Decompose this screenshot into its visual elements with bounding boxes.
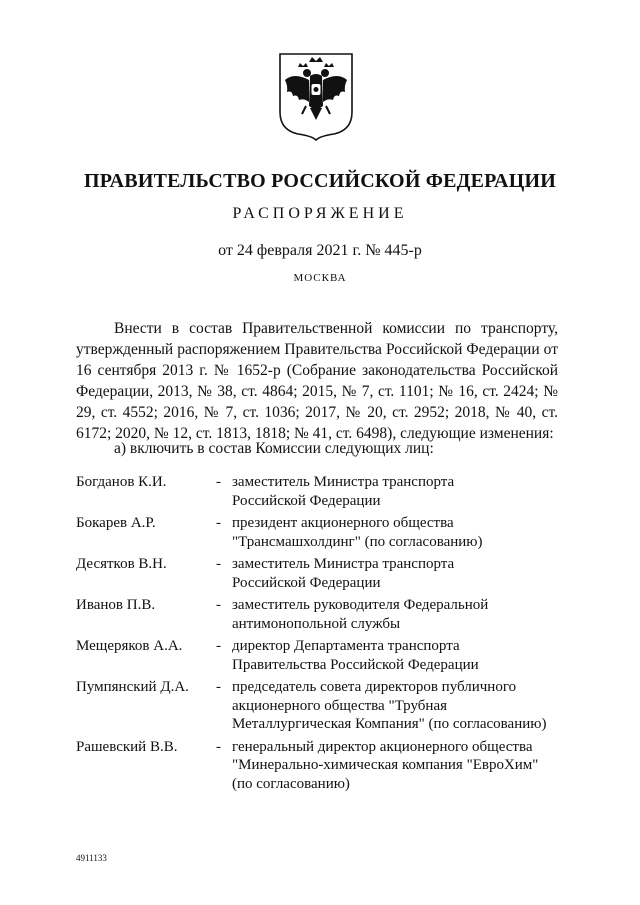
- member-dash: -: [216, 556, 221, 572]
- member-role: заместитель Министра транспорта Российской Федерации: [232, 556, 455, 591]
- intro-paragraph: Внести в состав Правительственной комиссии по транспорту, утвержденный распоряжением Правительства Российской Федерации от 16 сентября 2013 г. № 1652-р (Собрание законодательства Российской Федерации, 2013, № 38, ст. 4864; 2015, № 7, ст. 1101; № 16, ст. 2424; № 29, ст. 4552; 2016, № 7, ст. 1036; 2017, № 20, ст. 2952; 2018, № 40, ст. 6172; 2020, № 12, ст. 1813, 1818; № 41, ст. 6498), следующие изменения:: [76, 320, 558, 442]
- member-row: [76, 555, 576, 592]
- member-role: председатель совета директоров публичного акционерного общества "Трубная Металлургическая Компания" (по согласованию): [232, 679, 547, 732]
- government-title: ПРАВИТЕЛЬСТВО РОССИЙСКОЙ ФЕДЕРАЦИИ: [84, 170, 556, 192]
- member-row: [76, 678, 576, 734]
- coat-of-arms-icon: [276, 50, 356, 142]
- member-row: [76, 514, 576, 551]
- document-city: МОСКВА: [293, 272, 347, 284]
- member-role: заместитель Министра транспорта Российской Федерации: [232, 474, 455, 509]
- member-dash: -: [216, 597, 221, 613]
- member-dash: -: [216, 679, 221, 695]
- member-role: президент акционерного общества "Трансмашхолдинг" (по согласованию): [232, 515, 483, 550]
- document-type: РАСПОРЯЖЕНИЕ: [232, 205, 408, 222]
- member-name: Пумпянский Д.А.: [76, 679, 189, 695]
- member-name: Иванов П.В.: [76, 597, 156, 613]
- member-name: Богданов К.И.: [76, 474, 167, 490]
- members-list: [76, 473, 576, 793]
- member-name: Рашевский В.В.: [76, 738, 178, 755]
- member-name: Десятков В.Н.: [76, 556, 167, 572]
- member-row: [76, 596, 576, 633]
- member-role: заместитель руководителя Федеральной антимонопольной службы: [232, 597, 489, 632]
- member-row: [76, 637, 576, 674]
- subitem-a: а) включить в состав Комиссии следующих лиц:: [114, 440, 434, 457]
- member-name: Мещеряков А.А.: [76, 638, 183, 654]
- member-dash: -: [216, 474, 221, 490]
- member-role: директор Департамента транспорта Правительства Российской Федерации: [232, 638, 479, 673]
- member-dash: -: [216, 738, 221, 755]
- member-dash: -: [216, 638, 221, 654]
- document-number: 4911133: [76, 853, 107, 863]
- member-role: генеральный директор акционерного общества "Минерально-химическая компания "ЕвроХим" (по согласованию): [232, 738, 539, 792]
- member-name: Бокарев А.Р.: [76, 515, 156, 531]
- member-row: [76, 473, 576, 510]
- member-row: [76, 738, 576, 794]
- member-dash: -: [216, 515, 221, 531]
- document-date-number: от 24 февраля 2021 г. № 445-р: [218, 242, 422, 259]
